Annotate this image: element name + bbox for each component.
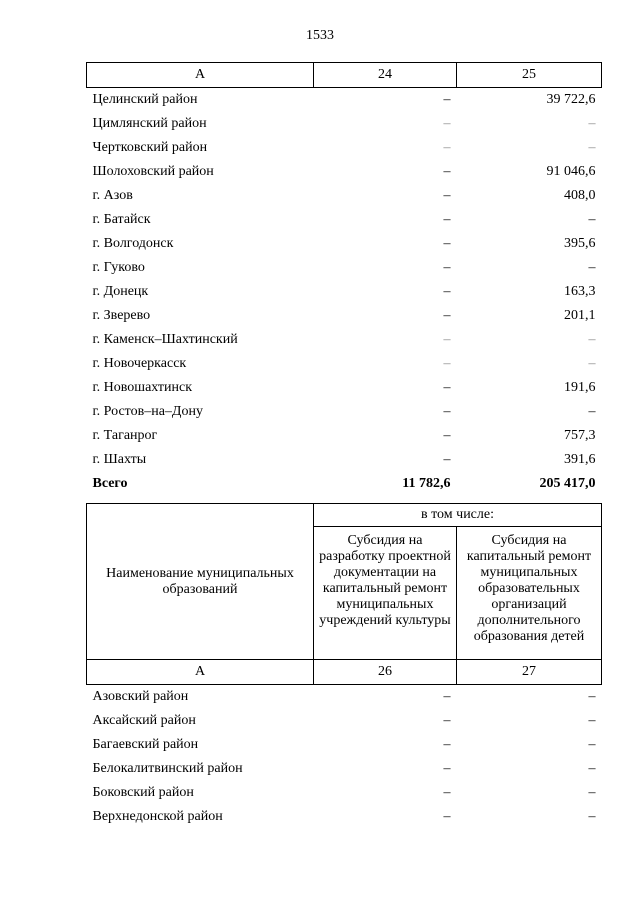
table-row	[87, 424, 602, 448]
municipality-name: г. Шахты	[92, 452, 147, 467]
value-cell-second: 391,6	[564, 452, 596, 467]
value-cell-first: –	[443, 785, 451, 800]
value-cell-first: –	[443, 260, 451, 275]
budget-table-columns-24-25	[86, 62, 602, 496]
total-label: Всего	[92, 476, 128, 491]
table-row	[87, 685, 602, 710]
municipality-name: г. Новошахтинск	[92, 380, 193, 395]
table-row	[87, 733, 602, 757]
value-cell-first: –	[443, 188, 451, 203]
municipality-name: Белокалитвинский район	[92, 761, 243, 776]
value-cell-second: –	[588, 713, 596, 728]
value-cell-second: 757,3	[564, 428, 596, 443]
value-cell-second: 163,3	[564, 284, 596, 299]
table-row	[87, 781, 602, 805]
value-cell-second: –	[588, 116, 596, 131]
column-26-header: Субсидия на разработку проектной документации на капитальный ремонт муниципальных учреждений культуры	[314, 527, 457, 660]
table-header-row	[87, 63, 602, 88]
index-cell-27: 27	[457, 660, 602, 685]
municipality-name: г. Донецк	[92, 284, 149, 299]
header-cell-a: А	[87, 63, 314, 88]
value-cell-second: –	[588, 260, 596, 275]
value-cell-first: –	[443, 284, 451, 299]
value-cell-first: –	[443, 809, 451, 824]
value-cell-second: 191,6	[564, 380, 596, 395]
table-row	[87, 256, 602, 280]
table-row	[87, 232, 602, 256]
municipality-name: г. Волгодонск	[92, 236, 174, 251]
column-27-header: Субсидия на капитальный ремонт муниципальных образовательных организаций дополнительного образования детей	[457, 527, 602, 660]
table-row	[87, 805, 602, 829]
table-row	[87, 376, 602, 400]
value-cell-first: –	[443, 308, 451, 323]
value-cell-second: –	[588, 809, 596, 824]
total-row	[87, 472, 602, 496]
municipality-name: г. Каменск–Шахтинский	[92, 332, 238, 347]
table-row	[87, 280, 602, 304]
value-cell-second: –	[588, 785, 596, 800]
value-cell-second: –	[588, 761, 596, 776]
table-row	[87, 328, 602, 352]
header-cell-25: 25	[457, 63, 602, 88]
table-index-row	[87, 660, 602, 685]
value-cell-second: –	[588, 356, 596, 371]
value-cell-first: –	[443, 452, 451, 467]
municipality-name: Боковский район	[92, 785, 194, 800]
group-header: в том числе:	[314, 504, 602, 527]
municipality-name: Целинский район	[92, 92, 198, 107]
table-row	[87, 352, 602, 376]
municipality-name: г. Таганрог	[92, 428, 158, 443]
value-cell-first: –	[443, 713, 451, 728]
value-cell-first: –	[443, 761, 451, 776]
header-cell-24: 24	[314, 63, 457, 88]
page-number: 1533	[306, 28, 334, 43]
municipality-name: г. Азов	[92, 188, 133, 203]
value-cell-first: –	[443, 428, 451, 443]
value-cell-first: –	[443, 212, 451, 227]
municipality-name: Верхнедонской район	[92, 809, 223, 824]
table-row	[87, 709, 602, 733]
municipality-name: г. Батайск	[92, 212, 151, 227]
value-cell-first: –	[443, 356, 451, 371]
value-cell-second: –	[588, 689, 596, 704]
municipality-name: Шолоховский район	[92, 164, 214, 179]
value-cell-second: 201,1	[564, 308, 596, 323]
value-cell-first: –	[443, 236, 451, 251]
table-row	[87, 400, 602, 424]
total-value-first: 11 782,6	[402, 476, 451, 491]
value-cell-first: –	[443, 164, 451, 179]
value-cell-first: –	[443, 92, 451, 107]
budget-table-columns-26-27	[86, 503, 602, 829]
value-cell-second: –	[588, 332, 596, 347]
table-row	[87, 208, 602, 232]
municipality-name: Азовский район	[92, 689, 189, 704]
value-cell-second: 395,6	[564, 236, 596, 251]
municipality-name: Чертковский район	[92, 140, 208, 155]
municipality-name: Цимлянский район	[92, 116, 207, 131]
value-cell-second: –	[588, 140, 596, 155]
municipality-name: г. Ростов–на–Дону	[92, 404, 203, 419]
value-cell-first: –	[443, 116, 451, 131]
municipality-name: г. Гуково	[92, 260, 145, 275]
index-cell-a: А	[87, 660, 314, 685]
total-value-second: 205 417,0	[539, 476, 596, 491]
municipality-name: Аксайский район	[92, 713, 196, 728]
value-cell-first: –	[443, 737, 451, 752]
table-row	[87, 112, 602, 136]
value-cell-first: –	[443, 332, 451, 347]
value-cell-second: 408,0	[564, 188, 596, 203]
table-row	[87, 160, 602, 184]
table-row	[87, 304, 602, 328]
value-cell-second: 39 722,6	[546, 92, 596, 107]
table-row	[87, 448, 602, 472]
value-cell-second: –	[588, 404, 596, 419]
value-cell-second: –	[588, 212, 596, 227]
value-cell-first: –	[443, 140, 451, 155]
value-cell-first: –	[443, 380, 451, 395]
value-cell-second: 91 046,6	[546, 164, 596, 179]
table-row	[87, 184, 602, 208]
municipality-name: Багаевский район	[92, 737, 199, 752]
value-cell-first: –	[443, 689, 451, 704]
municipality-name: г. Зверево	[92, 308, 151, 323]
value-cell-first: –	[443, 404, 451, 419]
table-row	[87, 136, 602, 160]
municipality-name-header: Наименование муниципальных образований	[87, 504, 314, 660]
table-header-row	[87, 504, 602, 527]
value-cell-second: –	[588, 737, 596, 752]
table-row	[87, 757, 602, 781]
index-cell-26: 26	[314, 660, 457, 685]
municipality-name: г. Новочеркасск	[92, 356, 187, 371]
table-row	[87, 88, 602, 113]
